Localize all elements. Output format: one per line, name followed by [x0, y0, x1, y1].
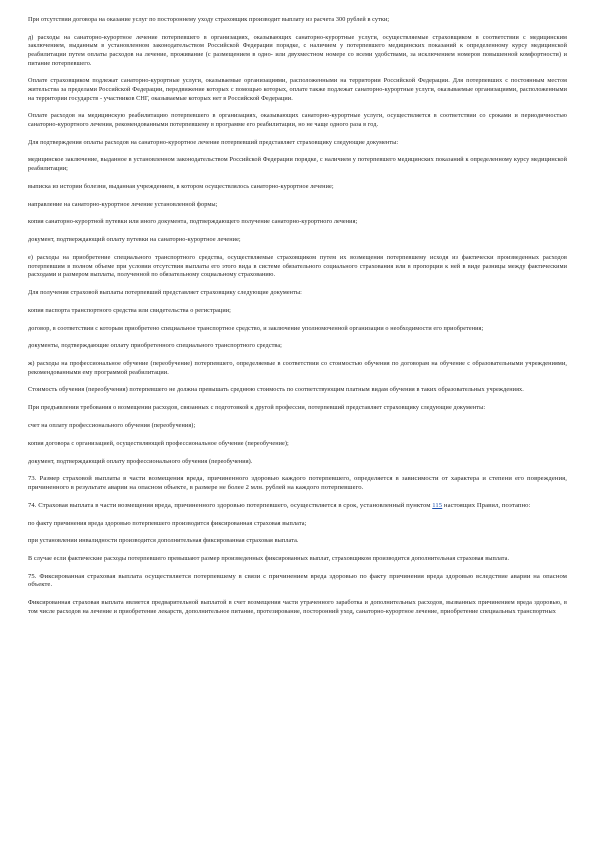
paragraph: Для получения страховой выплаты потерпевший представляет страховщику следующие документы:	[28, 288, 302, 296]
paragraph: При отсутствии договора на оказание услуг по постороннему уходу страховщик производит выплату из расчета 300 рублей в сутки;	[28, 16, 390, 23]
paragraph: В случае если фактические расходы потерпевшего превышают размер произведенных фиксированных выплат, страховщиком производится дополнительная страховая выплата.	[28, 555, 510, 563]
paragraph: Оплате страховщиком подлежат санаторно-курортные услуги, оказываемые организациями, расположенными на территории Российской Федерации. Для потерпевших с постоянным местом жительства за пределами Российской Федерации, передвижение которых с помощью которых, оплате также подлежат санаторно-курортные услуги, оказываемые организациями, расположенными на территории государств - участников СНГ, оказываемые которых нет в Российской Федерации.	[28, 77, 567, 102]
paragraph: Фиксированная страховая выплата является предварительной выплатой в счет возмещения части утраченного заработка и дополнительных расходов, вызванных причинением вреда здоровью, в том числе расходов на лечение и приобретение лекарств, дополнительное питание, протезирование, посторонний уход, санаторно-курортное лечение, приобретение специальных транспортных	[28, 599, 567, 615]
paragraph: При предъявлении требования о возмещении расходов, связанных с подготовкой к другой профессии, потерпевший представляет страховщику следующие документы:	[28, 404, 486, 412]
paragraph: медицинское заключение, выданное в установленном законодательством Российской Федерации порядке, с наличием у потерпевшего медицинских показаний к определенному курсу медицинской реабилитации;	[28, 156, 567, 173]
paragraph: документ, подтверждающий оплату путевки на санаторно-курортное лечение;	[28, 236, 241, 244]
paragraph: Для подтверждения оплаты расходов на санаторно-курортное лечение потерпевший представляет страховщику следующие документы:	[28, 138, 399, 146]
paragraph: д) расходы на санаторно-курортное лечение потерпевшего в организациях, оказывающих санаторно-курортные услуги, осуществляемые страховщиком в соответствии с медицинским заключением, выданным в установленном законодательством Российской Федерации порядке, с наличием у потерпевшего медицинских показаний к определенному курсу медицинской реабилитации путем оплаты расходов на лечение, проживание (с размещением в одно- или двухместном номере со всеми удобствами, за исключением номеров повышенной комфортности) и питание потерпевшего.	[28, 33, 567, 67]
paragraph: при установлении инвалидности производится дополнительная фиксированная страховая выплата.	[28, 537, 299, 545]
paragraph: копия договора с организацией, осуществляющей профессиональное обучение (переобучение);	[28, 439, 289, 447]
paragraph: выписка из истории болезни, выданная учреждением, в котором осуществлялось санаторно-курортное лечение;	[28, 182, 334, 190]
paragraph: Оплате расходов на медицинскую реабилитацию потерпевшего в организациях, оказывающих санаторно-курортные услуги, осуществляется в соответствии со сроками и периодичностью санаторно-курортного лечения, рекомендованными потерпевшему в программе его реабилитации, но не чаще одного раза в год.	[28, 112, 567, 128]
clause-link[interactable]: 115	[432, 501, 443, 509]
paragraph-text: 74. Страховая выплата в части возмещения вреда, причиненного здоровью потерпевшего, осуществляется в срок, установленный пунктом	[28, 501, 433, 509]
paragraph: е) расходы на приобретение специального транспортного средства, осуществляемые страховщиком путем их возмещения потерпевшему исходя из фактически произведенных расходов потерпевшим в полном объеме при условии отсутствия выплаты его этого вида в системе обязательного социального страхования или в пропорции к ней в виде разницы между фактическими расходами и размером выплаты, полученной по обязательному социальному страхованию.	[28, 253, 567, 279]
paragraph: документ, подтверждающий оплату профессионального обучения (переобучения).	[28, 457, 253, 465]
paragraph: ж) расходы на профессиональное обучение (переобучение) потерпевшего, определяемые в соответствии со стоимостью обучения по договорам на обучение с образовательными учреждениями, рекомендованными ему программой реабилитации.	[28, 360, 567, 376]
paragraph: Стоимость обучения (переобучения) потерпевшего не должна превышать среднюю стоимость по соответствующим платным видам обучения в таких образовательных учреждениях.	[28, 386, 524, 394]
paragraph: по факту причинения вреда здоровью потерпевшего производится фиксированная страховая выплата;	[28, 519, 307, 527]
paragraph-text: настоящих Правил, поэтапно:	[442, 501, 531, 509]
paragraph: копия паспорта транспортного средства или свидетельства о регистрации;	[28, 306, 231, 314]
paragraph: документы, подтверждающие оплату приобретенного специального транспортного средства;	[28, 342, 282, 350]
paragraph	[28, 502, 567, 511]
paragraph: счет на оплату профессионального обучения (переобучения);	[28, 422, 196, 429]
paragraph: 73. Размер страховой выплаты в части возмещения вреда, причиненного здоровью каждого потерпевшего, определяется в зависимости от характера и степени его повреждения, причиненного в результате аварии на опасном объекте, в размере не более 2 млн. рублей на каждого потерпевшего.	[28, 475, 567, 491]
paragraph: копия санаторно-курортной путевки или иного документа, подтверждающего получение санаторно-курортного лечения;	[28, 218, 358, 226]
paragraph: договор, в соответствии с которым приобретено специальное транспортное средство, и заключение уполномоченной организации о необходимости его приобретения;	[28, 324, 484, 332]
paragraph: направление на санаторно-курортное лечение установленной формы;	[28, 200, 218, 208]
paragraph: 75. Фиксированная страховая выплата осуществляется потерпевшему в связи с причинением вреда здоровью по факту причинения вреда здоровью вследствие аварии на опасном объекте.	[28, 572, 567, 589]
